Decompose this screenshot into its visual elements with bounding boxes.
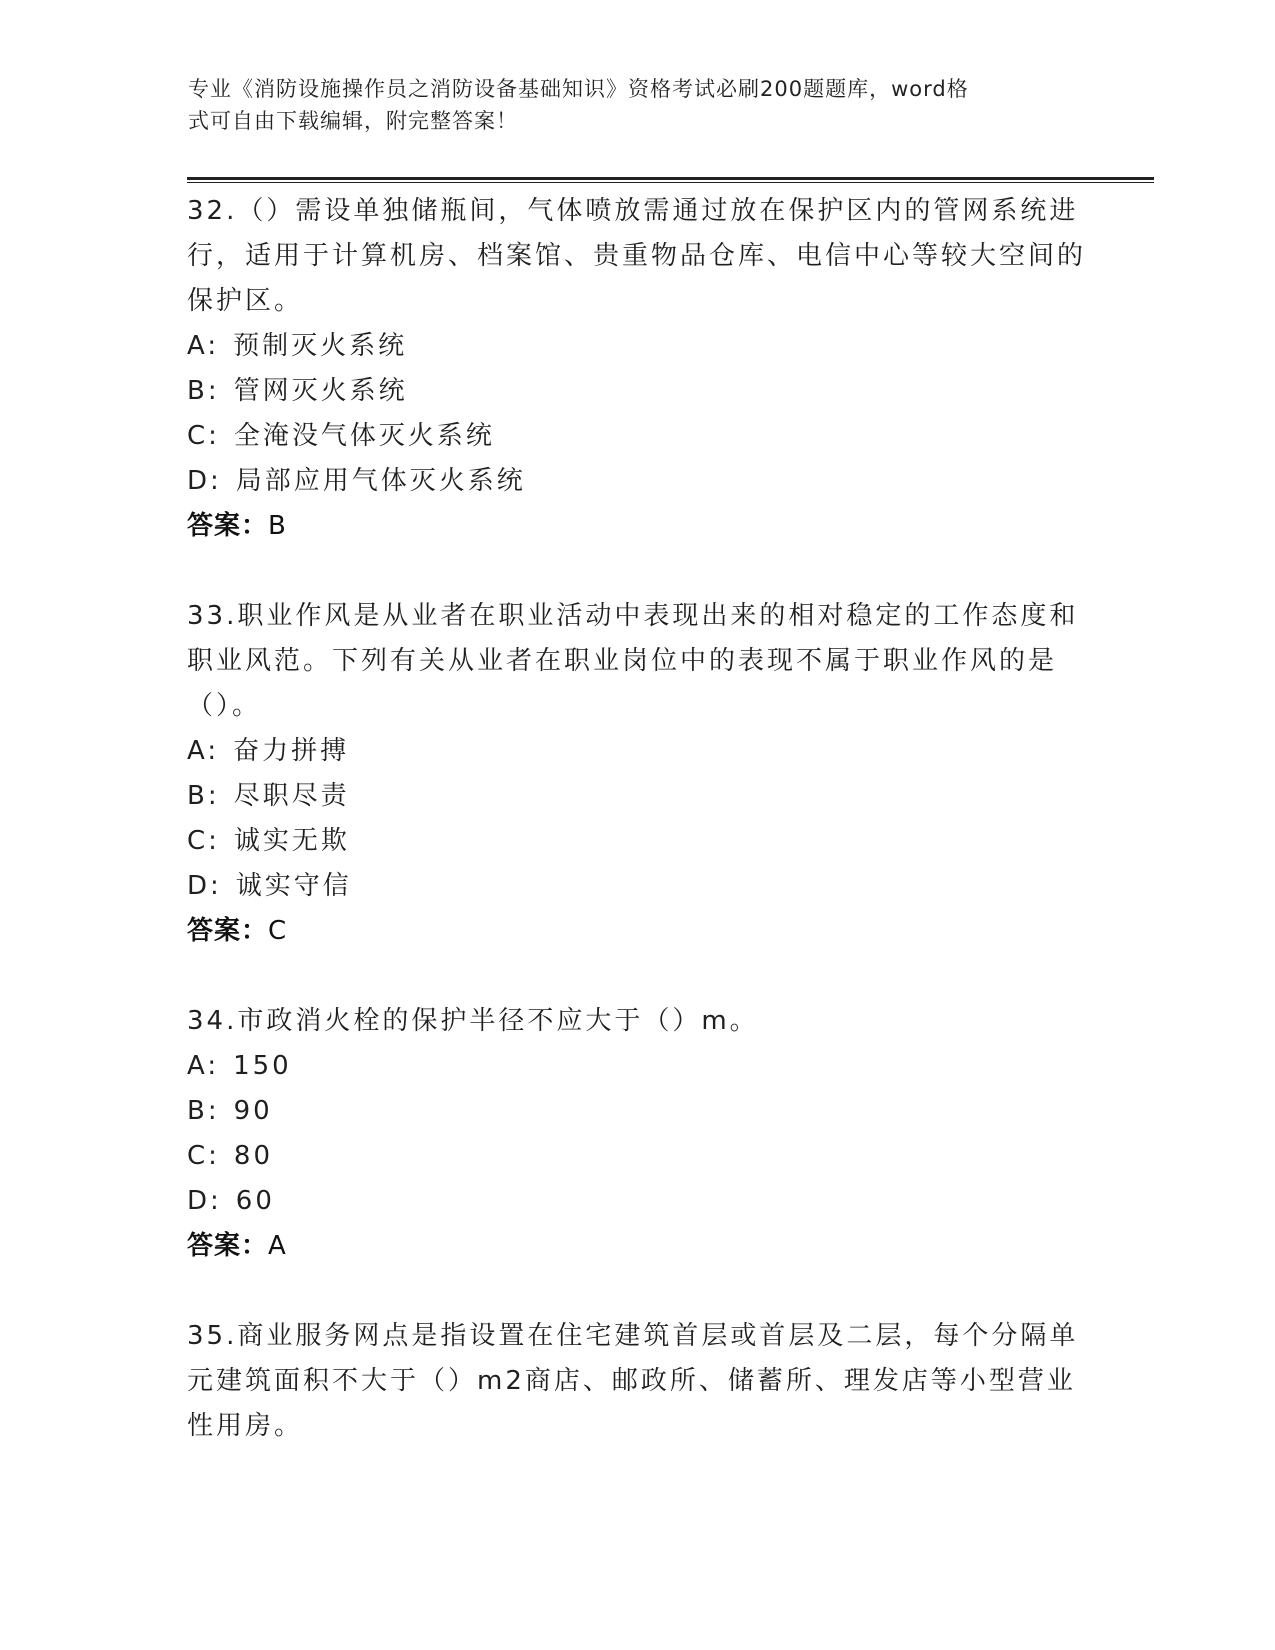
answer-value: C [268,916,288,946]
option-letter: B: [187,376,220,406]
answer-line [187,909,1087,954]
option-letter: A: [187,736,220,766]
option-text: 管网灭火系统 [233,376,408,406]
option-b [187,1089,1087,1134]
option-a [187,729,1087,774]
question-34 [187,999,1087,1269]
question-33 [187,594,1087,954]
document-header [188,73,1068,137]
option-b [187,369,1087,414]
header-line-2: 式可自由下载编辑，附完整答案！ [188,109,518,133]
option-letter: D: [187,871,222,901]
answer-value: A [268,1231,287,1261]
answer-line [187,1224,1087,1269]
option-letter: A: [187,331,220,361]
question-list [187,189,1087,1449]
option-text: 奋力拼搏 [233,736,350,766]
option-letter: C: [187,421,220,451]
option-letter: C: [187,826,220,856]
answer-label: 答案： [187,511,269,541]
option-a [187,1044,1087,1089]
answer-value: B [268,511,287,541]
answer-label: 答案： [187,1231,269,1261]
option-letter: C: [187,1141,220,1171]
option-text: 诚实守信 [235,871,352,901]
question-stem: 34.市政消火栓的保护半径不应大于（）m。 [187,1006,759,1036]
option-c [187,1134,1087,1179]
option-d [187,459,1087,504]
question-spacer [187,549,1087,594]
option-text: 80 [233,1141,274,1171]
option-letter: B: [187,781,220,811]
option-text: 预制灭火系统 [233,331,408,361]
header-line-1: 专业《消防设施操作员之消防设备基础知识》资格考试必刷200题题库，word格 [188,77,969,101]
question-stem: 32.（）需设单独储瓶间，气体喷放需通过放在保护区内的管网系统进行，适用于计算机房、档案馆、贵重物品仓库、电信中心等较大空间的保护区。 [187,196,1087,316]
question-stem: 35.商业服务网点是指设置在住宅建筑首层或首层及二层，每个分隔单元建筑面积不大于（）m2商店、邮政所、储蓄所、理发店等小型营业性用房。 [187,1321,1079,1441]
question-spacer [187,1269,1087,1314]
question-32 [187,189,1087,549]
header-rule-thick [187,177,1154,180]
option-c [187,414,1087,459]
option-d [187,864,1087,909]
option-letter: B: [187,1096,220,1126]
option-letter: D: [187,1186,222,1216]
option-c [187,819,1087,864]
question-stem: 33.职业作风是从业者在职业活动中表现出来的相对稳定的工作态度和职业风范。下列有关从业者在职业岗位中的表现不属于职业作风的是（）。 [187,601,1079,721]
option-d [187,1179,1087,1224]
option-a [187,324,1087,369]
header-rule-thin [187,182,1154,183]
question-35 [187,1314,1087,1449]
question-spacer [187,954,1087,999]
option-text: 局部应用气体灭火系统 [235,466,526,496]
option-b [187,774,1087,819]
answer-label: 答案： [187,916,269,946]
option-text: 全淹没气体灭火系统 [233,421,495,451]
option-text: 90 [233,1096,273,1126]
option-text: 尽职尽责 [233,781,350,811]
answer-line [187,504,1087,549]
option-text: 60 [235,1186,275,1216]
option-text: 150 [233,1051,292,1081]
option-text: 诚实无欺 [233,826,350,856]
option-letter: D: [187,466,222,496]
option-letter: A: [187,1051,220,1081]
